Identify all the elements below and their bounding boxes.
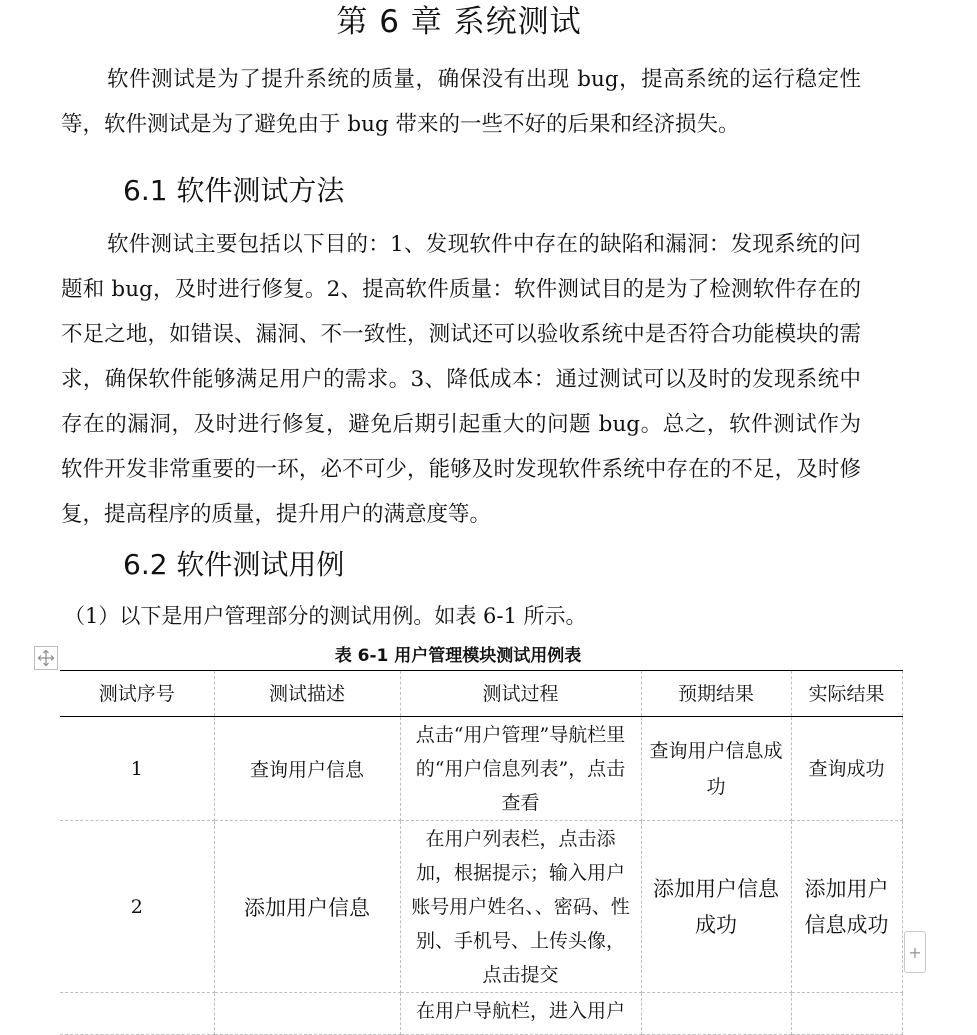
table-row: [60, 993, 902, 1035]
cell-test-process[interactable]: 在用户列表栏，点击添加，根据提示；输入用户账号用户姓名、、密码、性别、手机号、上传头像，点击提交: [400, 821, 641, 993]
table-header-row: [60, 671, 902, 717]
cell-expected-result[interactable]: 查询用户信息成功: [641, 717, 791, 821]
cell-test-process[interactable]: 在用户导航栏，进入用户: [400, 993, 641, 1035]
header-test-id: 测试序号: [60, 671, 214, 717]
cell-test-description[interactable]: 添加用户信息: [214, 821, 400, 993]
test-case-table: [60, 670, 903, 1035]
test-cases-lead-paragraph: （1）以下是用户管理部分的测试用例。如表 6-1 所示。: [64, 604, 587, 628]
header-test-process: 测试过程: [400, 671, 641, 717]
cell-expected-result[interactable]: [641, 993, 791, 1035]
table-move-handle[interactable]: [34, 646, 58, 670]
chapter-title: 第 6 章 系统测试: [336, 4, 582, 40]
cell-test-id[interactable]: 1: [60, 717, 214, 821]
cell-test-description[interactable]: 查询用户信息: [214, 717, 400, 821]
intro-paragraph: 软件测试是为了提升系统的质量，确保没有出现 bug，提高系统的运行稳定性等，软件测试是为了避免由于 bug 带来的一些不好的后果和经济损失。: [61, 67, 861, 137]
section-heading-test-cases: 6.2 软件测试用例: [123, 548, 345, 581]
move-arrows-icon: [37, 649, 55, 667]
cell-test-process[interactable]: 点击“用户管理”导航栏里的“用户信息列表”，点击查看: [400, 717, 641, 821]
test-methods-paragraph: 软件测试主要包括以下目的：1、发现软件中存在的缺陷和漏洞：发现系统的问题和 bug，及时进行修复。2、提高软件质量：软件测试目的是为了检测软件存在的不足之地，如错误、漏洞、不一致性，测试还可以验收系统中是否符合功能模块的需求，确保软件能够满足用户的需求。3、降低成本：通过测试可以及时的发现系统中存在的漏洞，及时进行修复，避免后期引起重大的问题 bug。总之，软件测试作为软件开发非常重要的一环，必不可少，能够及时发现软件系统中存在的不足，及时修复，提高程序的质量，提升用户的满意度等。: [61, 232, 861, 527]
header-expected-result: 预期结果: [641, 671, 791, 717]
plus-icon: +: [908, 942, 922, 962]
table-caption: 表 6-1 用户管理模块测试用例表: [334, 646, 582, 666]
cell-actual-result[interactable]: 添加用户信息成功: [791, 821, 902, 993]
cell-expected-result[interactable]: 添加用户信息成功: [641, 821, 791, 993]
cell-test-description[interactable]: [214, 993, 400, 1035]
cell-test-id[interactable]: [60, 993, 214, 1035]
header-actual-result: 实际结果: [791, 671, 902, 717]
add-row-button[interactable]: [904, 931, 926, 973]
cell-actual-result[interactable]: [791, 993, 902, 1035]
table-row: [60, 821, 902, 993]
cell-actual-result[interactable]: 查询成功: [791, 717, 902, 821]
header-test-description: 测试描述: [214, 671, 400, 717]
table-row: [60, 717, 902, 821]
cell-test-id[interactable]: 2: [60, 821, 214, 993]
section-heading-test-methods: 6.1 软件测试方法: [123, 174, 345, 207]
